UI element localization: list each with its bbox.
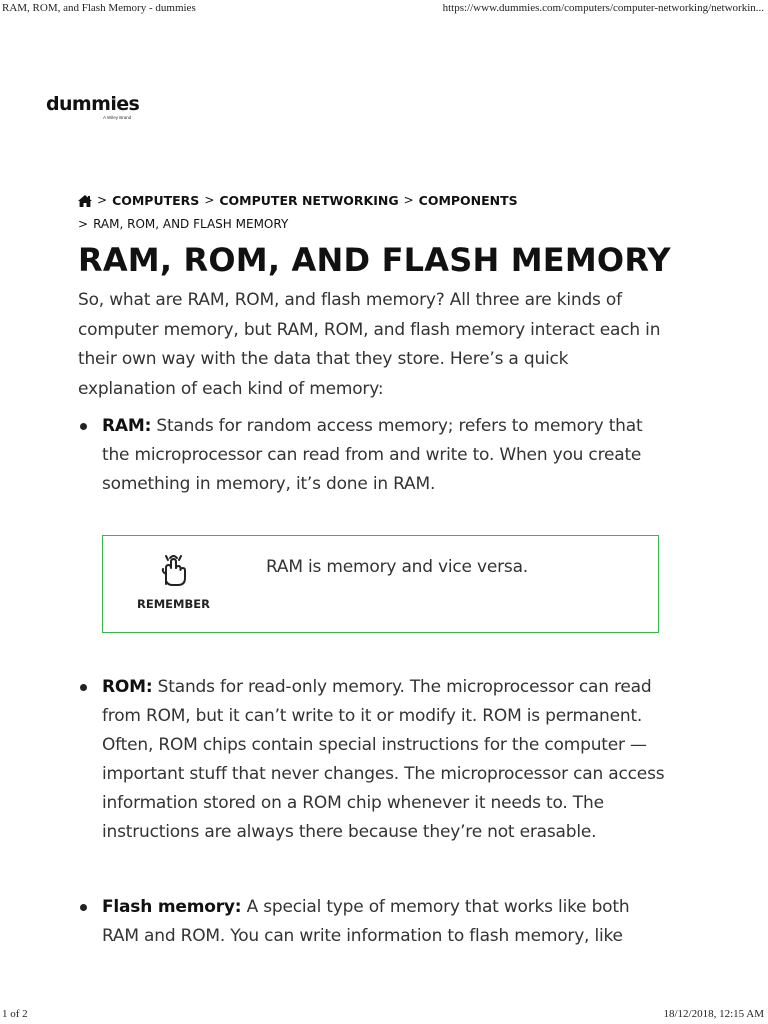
bullet-dot bbox=[80, 684, 87, 691]
breadcrumb-separator: > bbox=[204, 193, 215, 207]
page-title: RAM, ROM, AND FLASH MEMORY bbox=[78, 241, 671, 279]
breadcrumb-item-computer-networking[interactable]: COMPUTER NETWORKING bbox=[219, 192, 399, 208]
remember-text: RAM is memory and vice versa. bbox=[266, 557, 529, 577]
bullet-text: Stands for random access memory; refers to memory that the microprocessor can read from and write to. When you create something in memory, it’s done in RAM. bbox=[102, 416, 643, 494]
list-item-flash-memory bbox=[78, 893, 668, 951]
print-header bbox=[0, 0, 768, 18]
bullet-text: A special type of memory that works like both RAM and ROM. You can write information to flash memory, like bbox=[102, 897, 630, 946]
finger-string-icon bbox=[157, 554, 189, 588]
breadcrumb-item-computers[interactable]: COMPUTERS bbox=[112, 192, 200, 208]
remember-callout bbox=[102, 535, 659, 633]
remember-label: REMEMBER bbox=[137, 597, 210, 611]
bullet-dot bbox=[80, 423, 87, 430]
bullet-term: RAM: bbox=[102, 416, 152, 436]
list-item-ram bbox=[78, 412, 668, 499]
bullet-dot bbox=[80, 904, 87, 911]
list-item-rom bbox=[78, 673, 668, 847]
logo-tagline: A Wiley Brand bbox=[103, 115, 132, 120]
print-header-url: https://www.dummies.com/computers/computer-networking/networkin... bbox=[442, 2, 764, 14]
home-icon[interactable] bbox=[78, 193, 92, 208]
intro-paragraph: So, what are RAM, ROM, and flash memory? All three are kinds of computer memory, but RAM, ROM, and flash memory interact each in their own way with the data that they store. Here’s a quick explanation of each kind of memory: bbox=[78, 290, 661, 399]
breadcrumb-separator: > bbox=[97, 193, 108, 207]
print-header-title: RAM, ROM, and Flash Memory - dummies bbox=[2, 2, 196, 14]
breadcrumb-separator: > bbox=[403, 193, 414, 207]
bullet-term: Flash memory: bbox=[102, 897, 242, 917]
print-timestamp: 18/12/2018, 12:15 AM bbox=[663, 1008, 764, 1020]
bullet-term: ROM: bbox=[102, 677, 153, 697]
logo-wordmark: dummies bbox=[46, 93, 140, 115]
breadcrumb bbox=[78, 190, 678, 234]
breadcrumb-separator: > bbox=[78, 217, 89, 231]
breadcrumb-item-components[interactable]: COMPONENTS bbox=[418, 192, 518, 208]
print-footer bbox=[0, 1006, 768, 1024]
breadcrumb-item-current: RAM, ROM, AND FLASH MEMORY bbox=[93, 217, 289, 231]
page-counter: 1 of 2 bbox=[2, 1008, 28, 1020]
bullet-text: Stands for read-only memory. The microprocessor can read from ROM, but it can’t write to it or modify it. ROM is permanent. Often, ROM chips contain special instructions for the computer — important stuff that never changes. The microprocessor can access information stored on a ROM chip whenever it needs to. The instructions are always there because they’re not erasable. bbox=[102, 677, 665, 842]
dummies-logo[interactable] bbox=[46, 93, 140, 120]
